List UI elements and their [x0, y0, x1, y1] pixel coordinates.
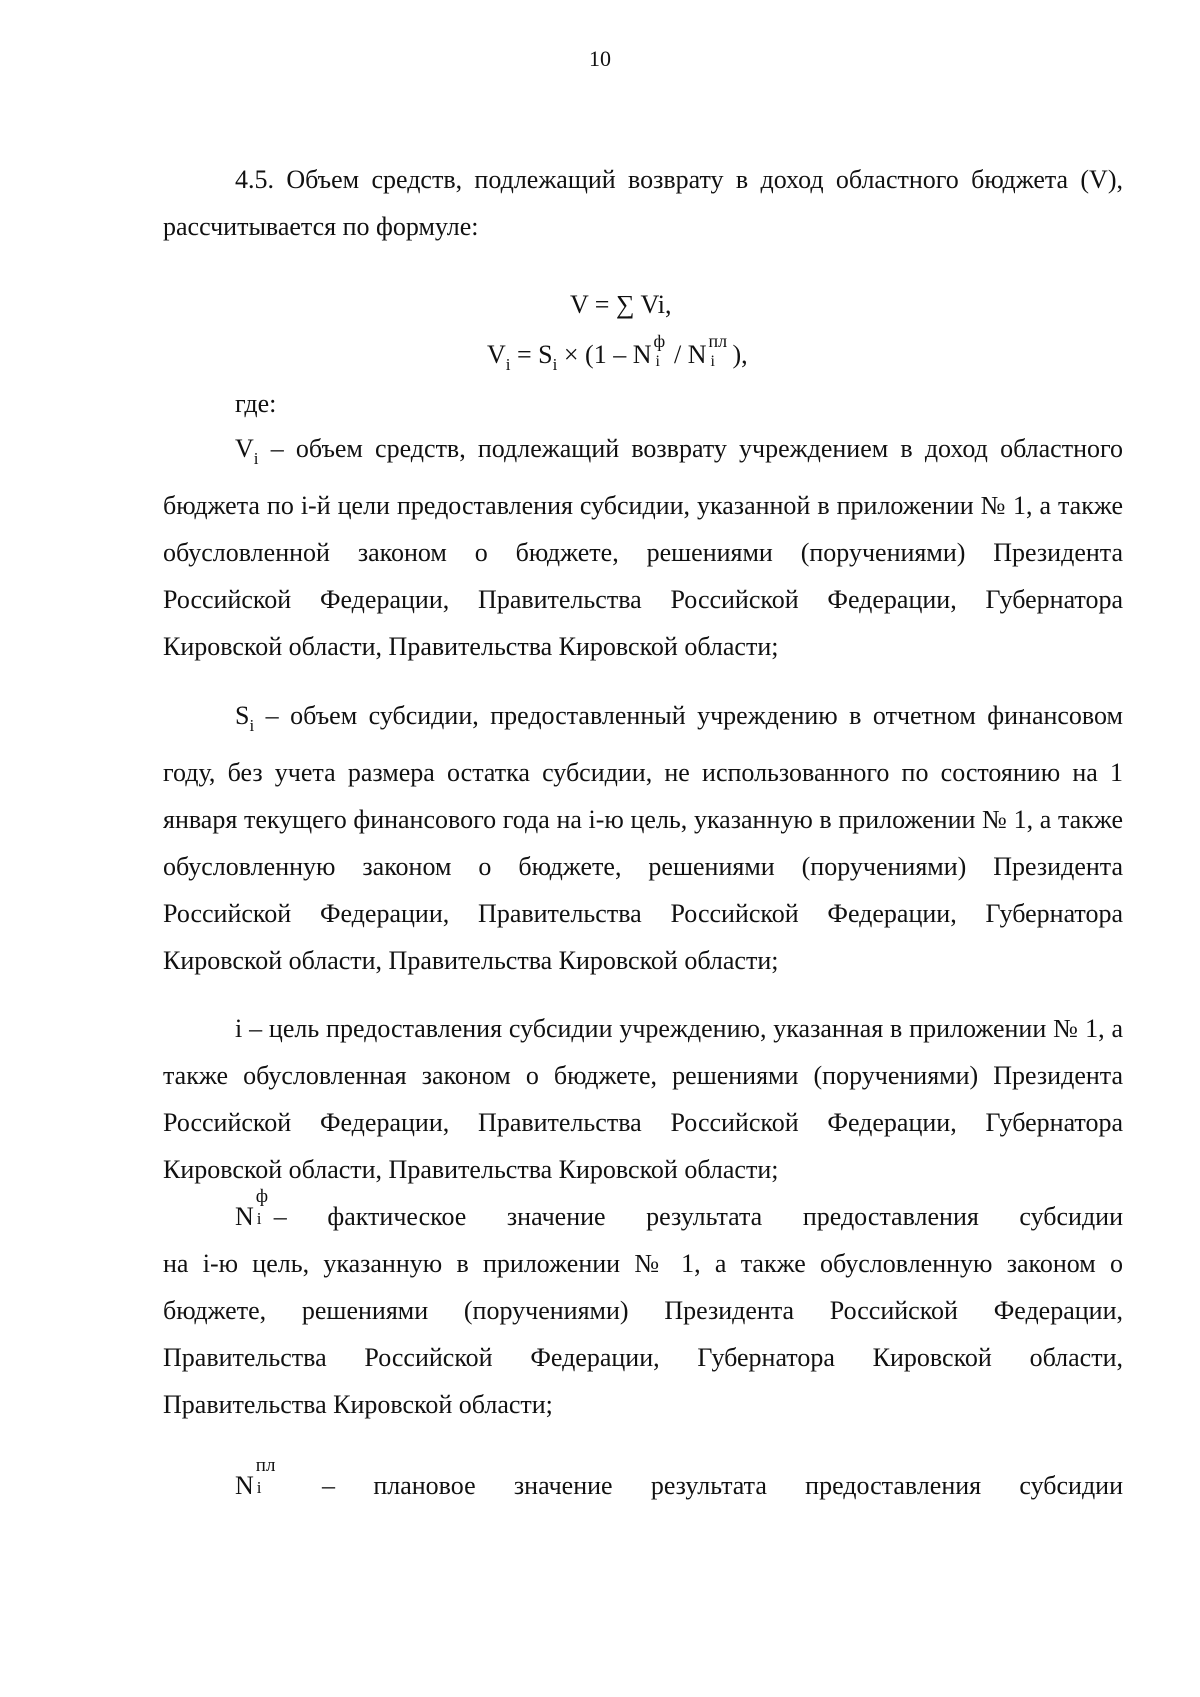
definition-npl-subscript: i	[256, 1478, 262, 1497]
definition-npl-word: –	[322, 1471, 336, 1500]
paragraph-4-5: 4.5. Объем средств, подлежащий возврату в доход областного бюджета (V), рассчитывается по формуле:	[163, 165, 1123, 241]
definition-npl-superscript: пл	[255, 1455, 276, 1476]
definition-si-subscript: i	[249, 716, 255, 735]
formula-nf-indices	[651, 331, 667, 370]
formula-division: / N	[667, 340, 707, 369]
definition-vi-subscript: i	[253, 449, 259, 468]
definition-i: i – цель предоставления субсидии учреждению, указанная в приложении № 1, а также обусловленная законом о бюджете, решениями (поручениями) Президента Российской Федерации, Правительства Российской Федерации, Губернатора Кировской области, Правительства Кировской области;	[163, 1014, 1123, 1184]
where-label: где:	[235, 389, 277, 418]
definition-npl-indices	[254, 1455, 284, 1497]
formula-npl-indices	[706, 331, 732, 370]
definition-nf-spread	[235, 1186, 1123, 1240]
definition-npl-word: значение	[513, 1471, 613, 1500]
formula-nf-superscript: ф	[653, 331, 666, 351]
definition-npl-word: плановое	[373, 1471, 476, 1500]
definition-nf-symbol: N	[235, 1202, 254, 1231]
definition-nf-word: результата	[646, 1202, 763, 1231]
formula-si-subscript: i	[552, 355, 558, 374]
formula-npl-superscript: пл	[708, 331, 728, 351]
formula-vi-subscript: i	[505, 355, 511, 374]
definition-nf-word: значение	[506, 1202, 606, 1231]
definition-nf-word: предоставления	[802, 1202, 979, 1231]
definition-nf-symbol-group	[235, 1186, 287, 1240]
definition-si-text: – объем субсидии, предоставленный учреждению в отчетном финансовом году, без учета размера остатка субсидии, не использованного по состоянию на 1 января текущего финансового года на i-ю цель, указанную в приложении № 1, а также обусловленную законом о бюджете, решениями (поручениями) Президента Российской Федерации, Правительства Российской Федерации, Губернатора Кировской области, Правительства Кировской области;	[163, 701, 1123, 975]
page-number: 10	[589, 46, 611, 71]
formula-nf-subscript: i	[655, 353, 660, 370]
formula-si-symbol: = S	[510, 340, 553, 369]
formula-sum: V = ∑ Vi,	[570, 290, 672, 319]
definition-npl-word: предоставления	[805, 1471, 982, 1500]
definition-vi-symbol: V	[235, 434, 254, 463]
definition-nf-first-line	[163, 1186, 1123, 1240]
formula-npl-subscript: i	[710, 353, 715, 370]
definition-nf-rest: на i-ю цель, указанную в приложении № 1, а также обусловленную законом о бюджете, решениями (поручениями) Президента Российской Федерации, Правительства Российской Федерации, Губернатора Кировской области, Правительства Кировской области;	[163, 1249, 1123, 1419]
definition-si	[163, 692, 1123, 984]
definition-nf-indices	[254, 1186, 274, 1228]
definition-npl-first-line	[163, 1455, 1123, 1509]
definition-nf-subscript: i	[256, 1209, 262, 1228]
formula-middle: × (1 – N	[557, 340, 652, 369]
definition-nf-superscript: ф	[255, 1186, 269, 1207]
definition-npl-spread	[235, 1455, 1123, 1509]
definition-nf-word: фактическое	[327, 1202, 467, 1231]
formula-vi	[487, 331, 748, 380]
definition-nf-word: субсидии	[1019, 1202, 1123, 1231]
definition-si-symbol: S	[235, 701, 250, 730]
definition-npl-symbol: N	[235, 1471, 254, 1500]
definition-npl-word: результата	[650, 1471, 767, 1500]
definition-vi-text: – объем средств, подлежащий возврату учреждением в доход областного бюджета по i-й цели предоставления субсидии, указанной в приложении № 1, а также обусловленной законом о бюджете, решениями (поручениями) Президента Российской Федерации, Правительства Российской Федерации, Губернатора Кировской области, Правительства Кировской области;	[163, 434, 1123, 661]
definition-npl-word: субсидии	[1019, 1471, 1123, 1500]
definition-vi	[163, 425, 1123, 670]
definition-npl-symbol-group	[235, 1455, 284, 1509]
formula-vi-symbol: V	[487, 340, 506, 369]
definition-nf-word: –	[273, 1202, 287, 1231]
formula-end: ),	[732, 340, 748, 369]
